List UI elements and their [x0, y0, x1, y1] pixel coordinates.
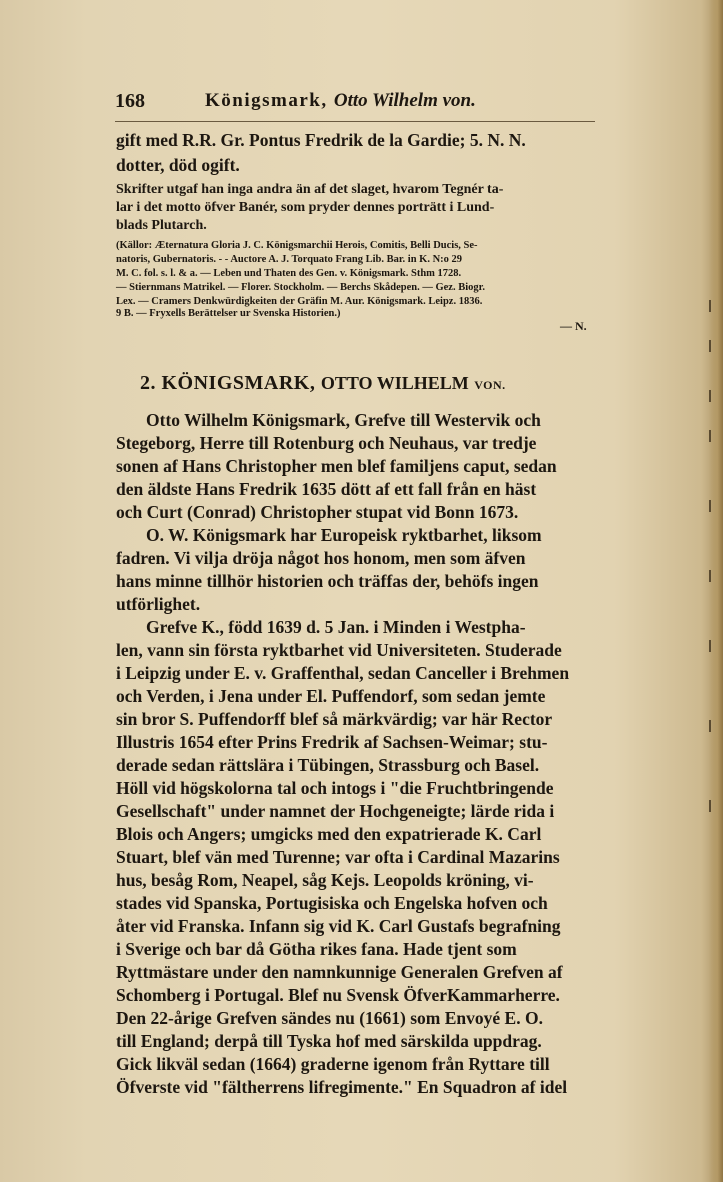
text-line: och Verden, i Jena under El. Puffendorf, som sedan jemte — [116, 686, 546, 706]
text-line: i Sverige och bar då Götha rikes fana. Hade tjent som — [116, 939, 517, 959]
running-head — [205, 90, 476, 112]
text-line: till England; derpå till Tyska hof med särskilda uppdrag. — [116, 1031, 542, 1051]
text-line: sonen af Hans Christopher men blef familjens caput, sedan — [116, 456, 557, 476]
text-line: Höll vid högskolorna tal och intogs i "die Fruchtbringende — [116, 778, 554, 798]
text-line: natoris, Gubernatoris. - - Auctore A. J. Torquato Frang Lib. Bar. in K. N:o 29 — [116, 254, 463, 265]
text-line: len, vann sin första ryktbarhet vid Universiteten. Studerade — [116, 640, 562, 660]
text-line: Stegeborg, Herre till Rotenburg och Neuhaus, var tredje — [116, 433, 537, 453]
text-line: derade sedan rättslära i Tübingen, Strassburg och Basel. — [116, 755, 540, 775]
text-line: M. C. fol. s. l. & a. — Leben und Thaten des Gen. v. Königsmark. Sthm 1728. — [116, 268, 462, 279]
text-line: lar i det motto öfver Banér, som pryder dennes porträtt i Lund- — [116, 200, 495, 215]
text-line: (Källor: Æternatura Gloria J. C. Königsmarchii Herois, Comitis, Belli Ducis, Se- — [116, 240, 478, 251]
text-line: blads Plutarch. — [116, 218, 207, 233]
text-line: 9 B. — Fryxells Berättelser ur Svenska Historien.) — [116, 308, 341, 319]
header-rule — [115, 121, 595, 122]
margin-mark — [709, 390, 711, 402]
text-line: fadren. Vi vilja dröja något hos honom, men som äfven — [116, 548, 526, 568]
text-line: Ryttmästare under den namnkunnige Generalen Grefven af — [116, 962, 563, 982]
margin-mark — [709, 500, 711, 512]
entry-von: VON. — [474, 378, 506, 392]
text-line: Gesellschaft" under namnet der Hochgeneigte; lärde rida i — [116, 801, 555, 821]
text-line: Den 22-årige Grefven sändes nu (1661) som Envoyé E. O. — [116, 1008, 543, 1028]
text-line: hus, besåg Rom, Neapel, såg Kejs. Leopolds kröning, vi- — [116, 870, 534, 890]
entry-title — [140, 372, 506, 395]
text-line: åter vid Franska. Infann sig vid K. Carl Gustafs begrafning — [116, 916, 561, 936]
margin-mark — [709, 430, 711, 442]
margin-marks — [709, 300, 719, 900]
running-head-name: Königsmark, — [205, 90, 328, 111]
text-line: sin bror S. Puffendorff blef så märkvärdig; var här Rector — [116, 709, 553, 729]
page-number: 168 — [115, 90, 145, 112]
text-line: den äldste Hans Fredrik 1635 dött af ett fall från en häst — [116, 479, 537, 499]
text-line: Öfverste vid "fältherrens lifregimente." En Squadron af idel — [116, 1077, 568, 1097]
page-header — [115, 90, 645, 120]
entry-number: 2. — [140, 372, 156, 394]
text-line: stades vid Spanska, Portugisiska och Engelska hofven och — [116, 893, 548, 913]
margin-mark — [709, 340, 711, 352]
text-line: O. W. Königsmark har Europeisk ryktbarhet, liksom — [146, 525, 542, 545]
text-line: Illustris 1654 efter Prins Fredrik af Sachsen-Weimar; stu- — [116, 732, 548, 752]
margin-mark — [709, 640, 711, 652]
text-line: dotter, död ogift. — [116, 155, 240, 175]
text-line: Otto Wilhelm Königsmark, Grefve till Westervik och — [146, 410, 541, 430]
text-line: gift med R.R. Gr. Pontus Fredrik de la Gardie; 5. N. N. — [116, 130, 526, 150]
entry-given-names: OTTO WILHELM — [320, 373, 469, 393]
text-line: Gick likväl sedan (1664) graderne igenom från Ryttare till — [116, 1054, 550, 1074]
margin-mark — [709, 300, 711, 312]
margin-mark — [709, 800, 711, 812]
text-line: utförlighet. — [116, 594, 201, 614]
text-line: Schomberg i Portugal. Blef nu Svensk ÖfverKammarherre. — [116, 985, 560, 1005]
text-line: och Curt (Conrad) Christopher stupat vid Bonn 1673. — [116, 502, 519, 522]
text-line: i Leipzig under E. v. Graffenthal, sedan Canceller i Brehmen — [116, 663, 570, 683]
author-signature: — N. — [560, 319, 587, 333]
text-line: Stuart, blef vän med Turenne; var ofta i Cardinal Mazarins — [116, 847, 560, 867]
running-head-italic: Otto Wilhelm von. — [333, 90, 476, 111]
text-line: Blois och Angers; umgicks med den expatrierade K. Carl — [116, 824, 542, 844]
text-line: — Stiernmans Matrikel. — Florer. Stockholm. — Berchs Skådepen. — Gez. Biogr. — [116, 282, 485, 293]
entry-name: KÖNIGSMARK, — [161, 372, 316, 394]
text-line: hans minne tillhör historien och träffas der, behöfs ingen — [116, 571, 539, 591]
text-line: Skrifter utgaf han inga andra än af det slaget, hvarom Tegnér ta- — [116, 182, 504, 197]
text-line: Lex. — Cramers Denkwürdigkeiten der Gräfin M. Aur. Königsmark. Leipz. 1836. — [116, 296, 483, 307]
margin-mark — [709, 570, 711, 582]
text-line: Grefve K., född 1639 d. 5 Jan. i Minden i Westpha- — [146, 617, 526, 637]
margin-mark — [709, 720, 711, 732]
